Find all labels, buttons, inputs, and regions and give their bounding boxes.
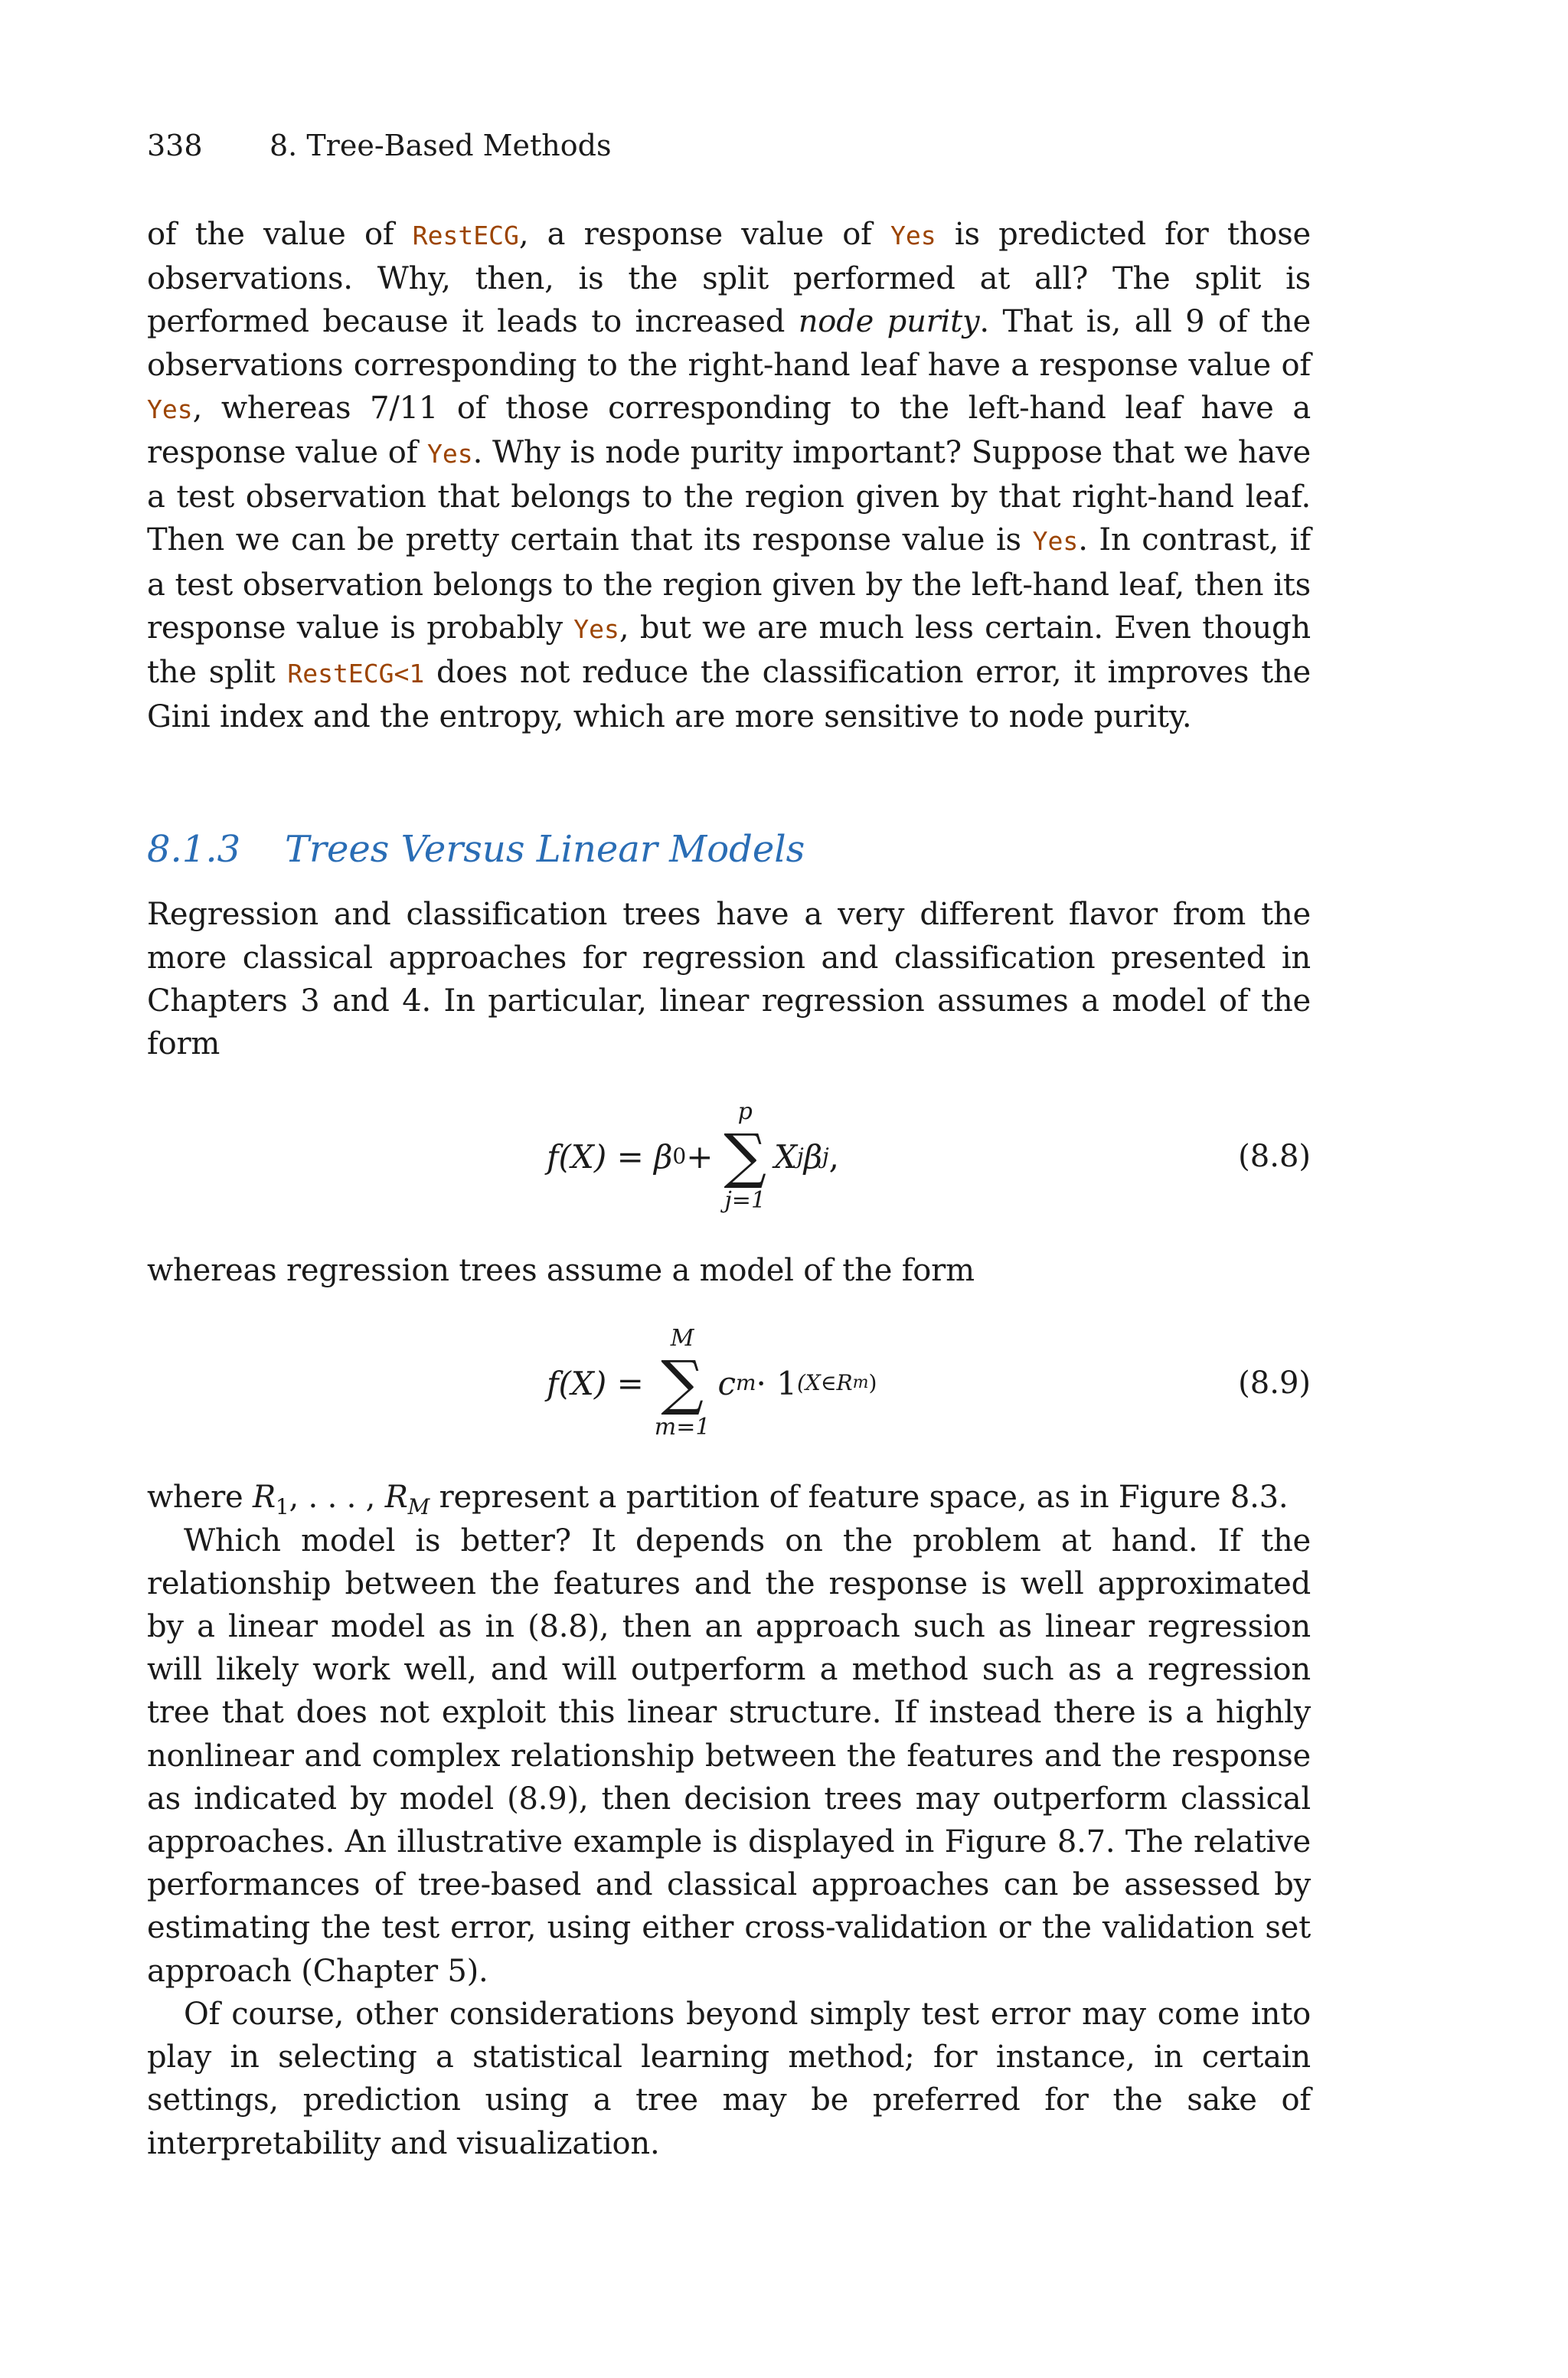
paragraph-partition: where $R_1$, . . . , $R_M$ represent a partition of feature space, as in Figure 8.3. (147, 1480, 1289, 1520)
code-yes: Yes (890, 221, 936, 250)
code-restecg: RestECG (412, 221, 519, 250)
summation-symbol: p ∑ j=1 (724, 1098, 767, 1215)
paragraph-intro: Regression and classification trees have a very different flavor from the more classical approaches for regression and classification presented in Chapters 3 and 4. In particular, linear regression assumes a model of the form (147, 897, 1311, 1062)
section-heading (147, 824, 1311, 875)
code-restecg-split: RestECG<1 (287, 659, 425, 689)
page (147, 123, 1311, 2165)
paragraph-which-model: Which model is better? It depends on the problem at hand. If the relationship between the features and the response is well approximated by a linear model as in (8.8), then an approach such as linear regression will likely work well, and will outperform a method such as a regression tree that does not exploit this linear structure. If instead there is a highly nonlinear and complex relationship between the features and the response as indicated by model (8.9), then decision trees may outperform classical approaches. An illustrative example is displayed in Figure 8.7. The relative performances of tree-based and classical approaches can be assessed by estimating the test error, using either cross-validation or the validation set approach (Chapter 5). (147, 1523, 1311, 1989)
code-yes: Yes (147, 394, 193, 424)
running-head (147, 123, 1311, 168)
emphasis-node-purity: node purity (798, 304, 980, 340)
paragraph-regression-trees: whereas regression trees assume a model of the form (147, 1253, 975, 1289)
section-number: 8.1.3 (147, 828, 241, 872)
chapter-title: 8. Tree-Based Methods (270, 129, 612, 162)
section-title: Trees Versus Linear Models (285, 828, 805, 872)
summation-symbol: M ∑ m=1 (654, 1325, 710, 1441)
paragraph-other-considerations: Of course, other considerations beyond simply test error may come into play in selecting a statistical learning method; for instance, in certain settings, prediction using a tree may be preferred for the sake of interpretability and visualization. (147, 1996, 1311, 2161)
page-number: 338 (147, 129, 203, 162)
code-yes: Yes (1032, 526, 1079, 557)
equation-8-9: f(X) = M ∑ m=1 c m · 1 (X∈R m ) (8.9) (547, 1325, 1311, 1441)
code-yes: Yes (573, 613, 619, 644)
equation-number: (8.9) (1238, 1366, 1311, 1402)
paragraph-node-purity: of the value of RestECG, a response value of Yes is predicted for those observations. Why, then, is the split performed at all? The split is performed because it leads to increased node purity. That is, all 9 of the observations corresponding to the right-hand leaf have a response value of Yes, whereas 7/11 of those corresponding to the left-hand leaf have a response value of Yes. Why is node purity important? Suppose that we have a test observation that belongs to the region given by that right-hand leaf. Then we can be pretty certain that its response value is Yes. In contrast, if a test observation belongs to the region given by the left-hand leaf, then its response value is probably Yes, but we are much less certain. Even though the split RestECG<1 does not reduce the classification error, it improves the Gini index and the entropy, which are more sensitive to node purity. (147, 217, 1312, 735)
code-yes: Yes (427, 439, 473, 469)
equation-number: (8.8) (1238, 1139, 1311, 1175)
equation-8-8: f(X) = β 0 + p ∑ j=1 X j β j , (8.8) (547, 1098, 1311, 1215)
